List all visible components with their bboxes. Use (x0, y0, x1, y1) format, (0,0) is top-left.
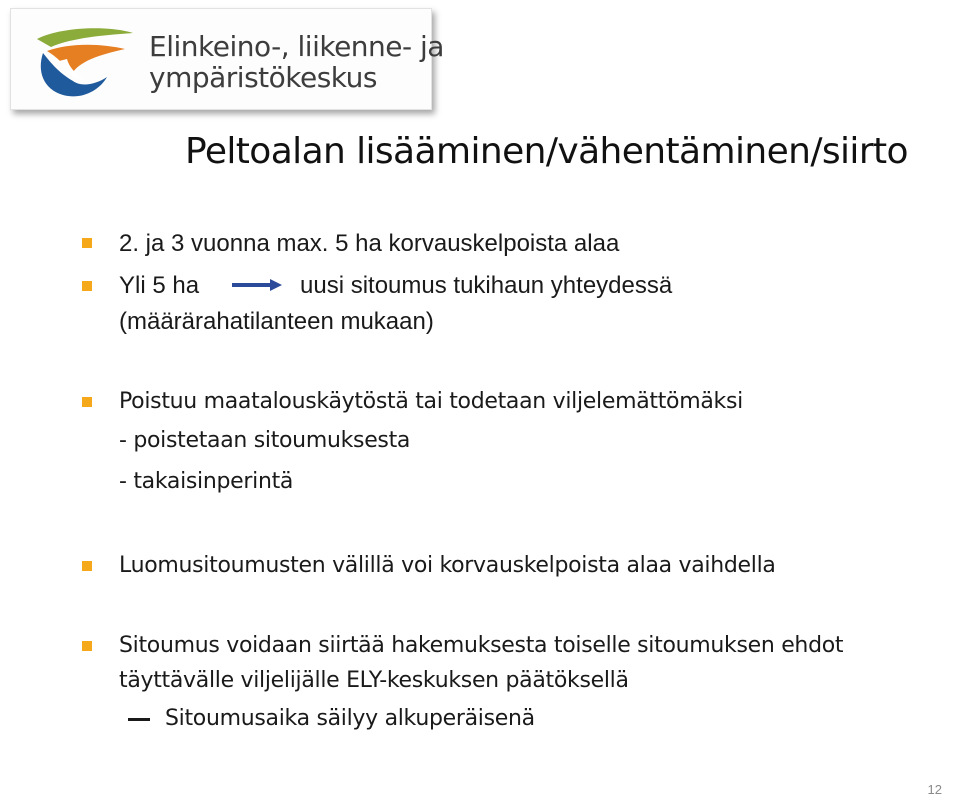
sub-bullet-dash (128, 718, 150, 721)
bullet-text-2-left: Yli 5 ha (119, 272, 200, 299)
bullet-text-5-line-2: täyttävälle viljelijälle ELY-keskuksen päätöksellä (119, 668, 629, 693)
slide-title: Peltoalan lisääminen/vähentäminen/siirto (185, 131, 908, 172)
bullet-text-2-right: uusi sitoumus tukihaun yhteydessä (300, 272, 673, 299)
bullet-text-1: 2. ja 3 vuonna max. 5 ha korvauskelpoista alaa (119, 230, 620, 257)
bullet-text-5-sub: Sitoumusaika säilyy alkuperäisenä (165, 706, 535, 731)
bullet-marker (82, 281, 92, 291)
bullet-text-5-line-1: Sitoumus voidaan siirtää hakemuksesta toiselle sitoumuksen ehdot (119, 633, 844, 658)
bullet-marker (82, 238, 92, 248)
bullet-text-2-cont: (määrärahatilanteen mukaan) (119, 308, 434, 335)
bullet-marker (82, 641, 92, 651)
page-number: 12 (927, 782, 942, 797)
ely-logo (10, 8, 444, 110)
bullet-text-3-sub-2: - takaisinperintä (119, 469, 294, 494)
bullet-marker (82, 561, 92, 571)
logo-text-line2: ympäristökeskus (149, 61, 377, 94)
bullet-text-3: Poistuu maatalouskäytöstä tai todetaan viljelemättömäksi (119, 389, 743, 414)
logo-text (149, 31, 444, 93)
bullet-marker (82, 397, 92, 407)
bullet-text-4: Luomusitoumusten välillä voi korvauskelpoista alaa vaihdella (119, 553, 776, 578)
bullet-text-3-sub-1: - poistetaan sitoumuksesta (119, 428, 411, 453)
ely-logo-mark-icon (29, 21, 137, 101)
logo-text-line1: Elinkeino-, liikenne- ja (149, 30, 444, 63)
arrow-right-icon (232, 277, 282, 293)
